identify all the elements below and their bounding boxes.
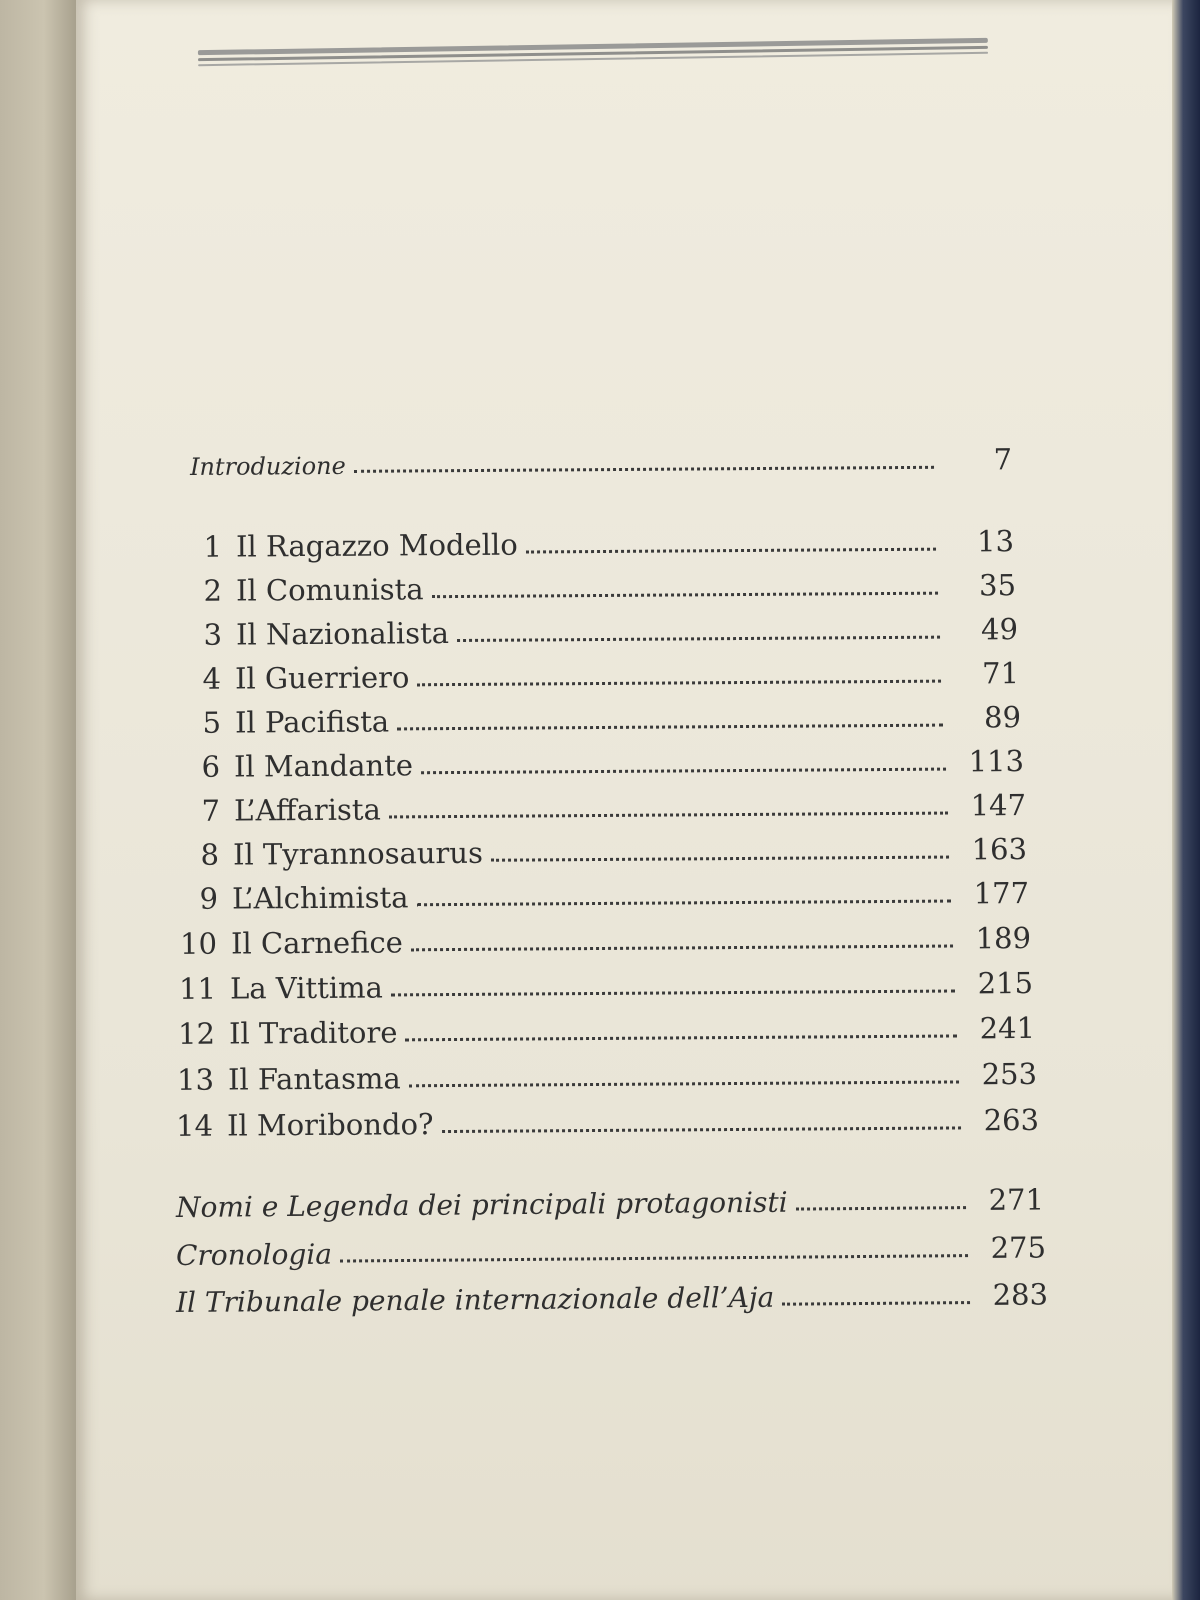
dot-leader <box>417 678 941 687</box>
dot-leader <box>432 590 938 599</box>
toc-chapter-row <box>165 1011 1035 1051</box>
dot-leader <box>409 1078 959 1087</box>
chapter-title: L’Alchimista <box>231 880 409 916</box>
toc-chapter-row <box>170 788 1026 828</box>
dot-leader <box>457 634 940 642</box>
chapter-title: Il Carnefice <box>230 925 404 961</box>
dot-leader <box>796 1204 966 1210</box>
back-matter-page: 275 <box>990 1230 1047 1265</box>
toc-chapter-row <box>166 966 1033 1006</box>
back-matter-title: Cronologia <box>175 1237 333 1272</box>
toc-chapter-row <box>172 524 1014 564</box>
toc-chapter-row <box>163 1103 1039 1143</box>
chapter-number: 8 <box>200 837 220 872</box>
chapter-number: 12 <box>177 1016 216 1051</box>
dot-leader <box>442 1124 962 1133</box>
dot-leader <box>391 987 955 996</box>
chapter-title: Il Traditore <box>228 1015 398 1051</box>
toc-chapter-row <box>172 568 1016 608</box>
chapter-page: 89 <box>983 700 1022 735</box>
back-matter-page: 283 <box>992 1277 1049 1312</box>
toc-chapter-row <box>167 921 1031 961</box>
toc-intro-row <box>190 442 1012 482</box>
chapter-page: 263 <box>983 1102 1040 1138</box>
chapter-number: 1 <box>203 529 223 564</box>
chapter-title: Il Mandante <box>233 748 414 784</box>
chapter-number: 4 <box>202 661 222 696</box>
chapter-title: Il Ragazzo Modello <box>235 527 518 564</box>
chapter-title: Il Guerriero <box>234 660 410 696</box>
chapter-title: Il Tyrannosaurus <box>232 835 484 872</box>
back-matter-page: 271 <box>988 1182 1045 1217</box>
toc-chapter-row <box>169 832 1027 872</box>
chapter-number: 10 <box>179 926 218 961</box>
chapter-title: Il Moribondo? <box>226 1107 434 1143</box>
chapter-page: 71 <box>981 656 1020 691</box>
toc-intro-title: Introduzione <box>189 451 346 481</box>
chapter-page: 35 <box>978 568 1017 603</box>
dot-leader <box>421 766 946 775</box>
chapter-number: 13 <box>176 1062 215 1097</box>
book-gutter <box>0 0 80 1600</box>
dot-leader <box>405 1032 957 1041</box>
toc-chapter-row <box>171 700 1021 740</box>
book-cover-edge <box>1172 0 1200 1600</box>
chapter-number: 14 <box>175 1108 214 1143</box>
dot-leader <box>397 722 943 731</box>
toc-intro-page: 7 <box>993 442 1013 477</box>
dot-leader <box>340 1252 968 1262</box>
chapter-number: 6 <box>201 749 221 784</box>
chapter-title: Il Nazionalista <box>235 616 450 652</box>
dot-leader <box>417 898 951 907</box>
chapter-page: 241 <box>979 1010 1036 1046</box>
chapter-page: 49 <box>980 612 1019 647</box>
chapter-number: 2 <box>203 573 223 608</box>
back-matter-title: Nomi e Legenda dei principali protagonisti <box>175 1185 788 1224</box>
toc-chapter-row <box>170 744 1024 784</box>
toc-chapter-row <box>168 876 1029 916</box>
chapter-number: 11 <box>178 971 217 1006</box>
dot-leader <box>526 546 936 554</box>
chapter-page: 189 <box>975 920 1032 956</box>
dot-leader <box>389 810 948 819</box>
chapter-page: 215 <box>977 965 1034 1001</box>
chapter-number: 5 <box>202 705 222 740</box>
chapter-title: L’Affarista <box>233 792 381 828</box>
chapter-page: 13 <box>976 524 1015 559</box>
chapter-number: 7 <box>201 793 221 828</box>
chapter-page: 113 <box>968 744 1025 779</box>
toc-chapter-row <box>172 612 1018 652</box>
chapter-title: Il Fantasma <box>227 1061 401 1097</box>
chapter-page: 147 <box>970 788 1027 823</box>
chapter-title: La Vittima <box>229 970 383 1006</box>
chapter-title: Il Comunista <box>235 572 424 608</box>
dot-leader <box>782 1299 970 1306</box>
dot-leader <box>491 854 949 862</box>
chapter-page: 253 <box>981 1056 1038 1092</box>
back-matter-title: Il Tribunale penale internazionale dell’Aja <box>175 1280 775 1319</box>
toc-chapter-row <box>164 1057 1037 1097</box>
toc-chapter-row <box>171 656 1019 696</box>
chapter-page: 163 <box>971 832 1028 867</box>
chapter-page: 177 <box>973 875 1030 911</box>
chapter-title: Il Pacifista <box>234 704 390 740</box>
dot-leader <box>411 943 953 952</box>
chapter-number: 9 <box>199 881 219 916</box>
dot-leader <box>354 464 934 473</box>
chapter-number: 3 <box>203 617 223 652</box>
